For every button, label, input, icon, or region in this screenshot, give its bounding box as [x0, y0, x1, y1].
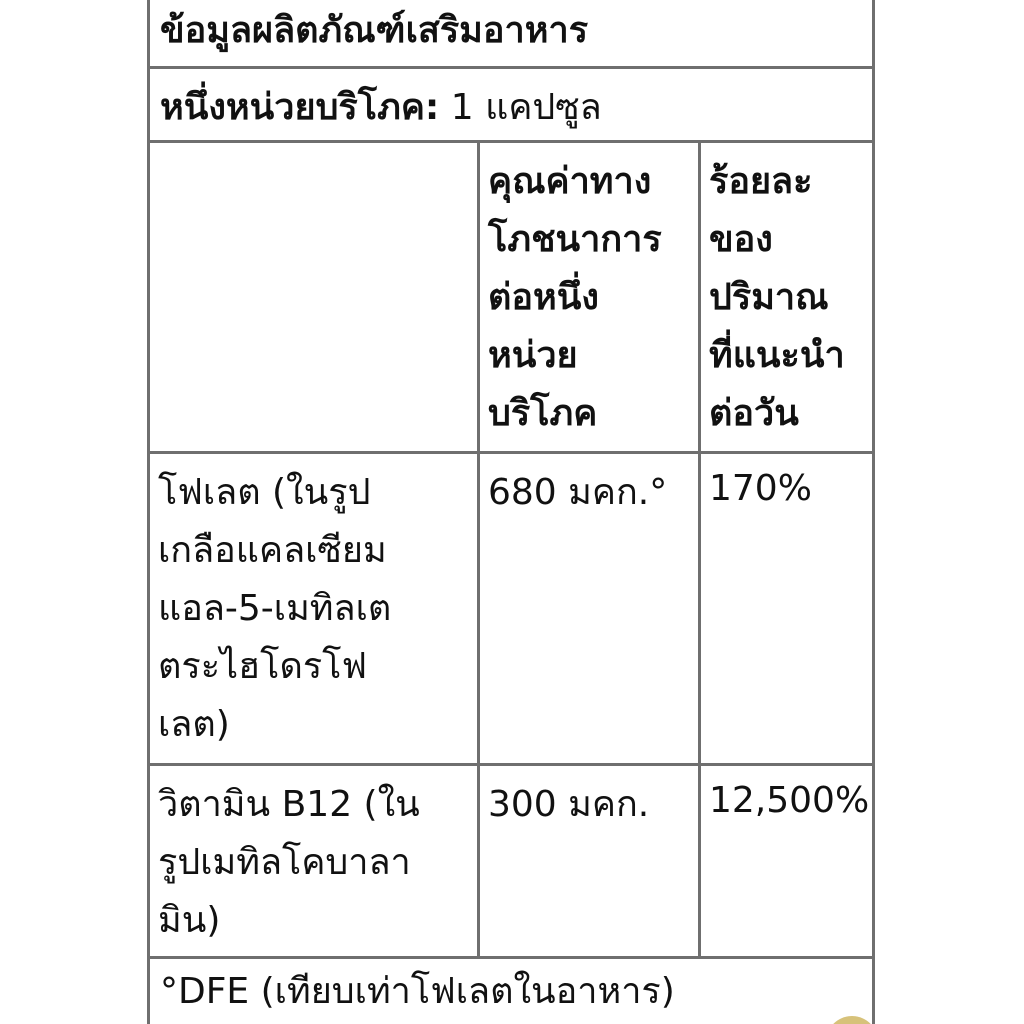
header-amount-cell: คุณค่าทาง โภชนาการ ต่อหนึ่ง หน่วย บริโภค [488, 161, 662, 434]
serving-label: หนึ่งหน่วยบริโภค: [160, 87, 440, 128]
amount-cell: 680 มคก.° [488, 472, 668, 513]
footnote: °DFE (เทียบเท่าโฟเลตในอาหาร) [160, 971, 675, 1012]
header-percent-cell: ร้อยละ ของ ปริมาณ ที่แนะนำ ต่อวัน [709, 161, 845, 434]
table-header-row [150, 143, 872, 454]
nutrient-name-cell: โฟเลต (ในรูป เกลือแคลเซียม แอล-5-เมทิลเต ตระไฮโดรโฟ เลต) [158, 472, 392, 745]
footnote-row [150, 959, 872, 1024]
amount-cell: 300 มคก. [488, 784, 650, 825]
nutrient-name-cell: วิตามิน B12 (ใน รูปเมทิลโคบาลา มิน) [158, 784, 420, 941]
title-row [150, 0, 872, 69]
header-nutrient-cell [150, 143, 477, 451]
serving-size [160, 83, 602, 133]
serving-row [150, 69, 872, 143]
supplement-facts-panel [147, 0, 875, 1024]
percent-cell: 170% [709, 468, 812, 509]
table-row [150, 766, 872, 959]
percent-cell: 12,500% [709, 780, 870, 821]
page-title: ข้อมูลผลิตภัณฑ์เสริมอาหาร [160, 10, 589, 51]
serving-value: 1 แคปซูล [450, 87, 602, 128]
table-row [150, 454, 872, 766]
